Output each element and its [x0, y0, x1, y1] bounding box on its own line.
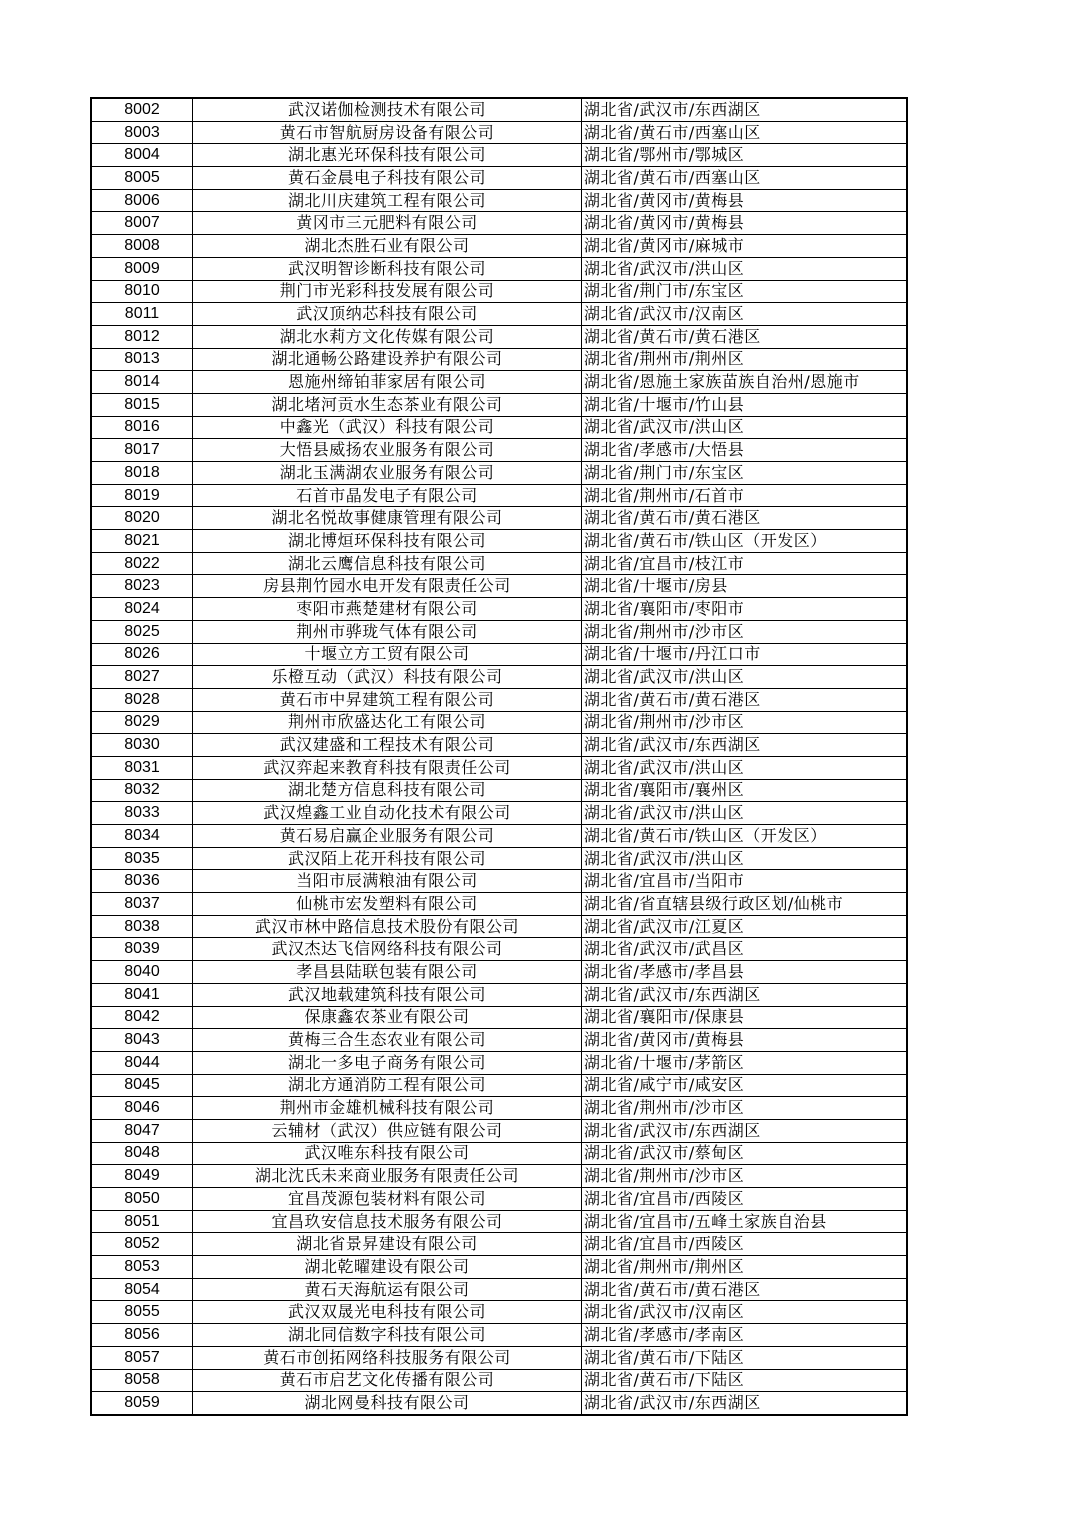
- company-name-cell: 黄石市智航厨房设备有限公司: [193, 121, 582, 144]
- row-number-cell: 8059: [91, 1392, 193, 1415]
- region-cell: 湖北省/武汉市/东西湖区: [582, 1119, 908, 1142]
- company-name-cell: 湖北博烜环保科技有限公司: [193, 530, 582, 553]
- region-cell: 湖北省/孝感市/孝昌县: [582, 961, 908, 984]
- company-name-cell: 湖北网曼科技有限公司: [193, 1392, 582, 1415]
- table-row: [91, 1369, 907, 1392]
- table-row: [91, 1142, 907, 1165]
- region-cell: 湖北省/宜昌市/西陵区: [582, 1188, 908, 1211]
- table-row: [91, 348, 907, 371]
- company-name-cell: 湖北沈氏未来商业服务有限责任公司: [193, 1165, 582, 1188]
- table-row: [91, 257, 907, 280]
- company-name-cell: 湖北同信数字科技有限公司: [193, 1324, 582, 1347]
- row-number-cell: 8022: [91, 552, 193, 575]
- company-name-cell: 黄石市启艺文化传播有限公司: [193, 1369, 582, 1392]
- row-number-cell: 8033: [91, 802, 193, 825]
- row-number-cell: 8050: [91, 1188, 193, 1211]
- company-name-cell: 湖北乾曜建设有限公司: [193, 1256, 582, 1279]
- company-name-cell: 武汉弈起来教育科技有限责任公司: [193, 756, 582, 779]
- region-cell: 湖北省/黄石市/黄石港区: [582, 325, 908, 348]
- region-cell: 湖北省/武汉市/洪山区: [582, 756, 908, 779]
- table-row: [91, 1256, 907, 1279]
- region-cell: 湖北省/黄石市/铁山区（开发区）: [582, 825, 908, 848]
- region-cell: 湖北省/武汉市/武昌区: [582, 938, 908, 961]
- company-name-cell: 湖北川庆建筑工程有限公司: [193, 189, 582, 212]
- row-number-cell: 8007: [91, 212, 193, 235]
- row-number-cell: 8005: [91, 167, 193, 190]
- company-table: [90, 97, 908, 1416]
- region-cell: 湖北省/十堰市/竹山县: [582, 393, 908, 416]
- table-row: [91, 144, 907, 167]
- company-name-cell: 荆州市欣盛达化工有限公司: [193, 711, 582, 734]
- row-number-cell: 8056: [91, 1324, 193, 1347]
- region-cell: 湖北省/荆州市/沙市区: [582, 711, 908, 734]
- row-number-cell: 8046: [91, 1097, 193, 1120]
- company-name-cell: 武汉煌鑫工业自动化技术有限公司: [193, 802, 582, 825]
- row-number-cell: 8055: [91, 1301, 193, 1324]
- row-number-cell: 8026: [91, 643, 193, 666]
- table-row: [91, 1324, 907, 1347]
- company-name-cell: 湖北一多电子商务有限公司: [193, 1051, 582, 1074]
- region-cell: 湖北省/黄石市/西塞山区: [582, 167, 908, 190]
- row-number-cell: 8057: [91, 1346, 193, 1369]
- region-cell: 湖北省/襄阳市/枣阳市: [582, 598, 908, 621]
- region-cell: 湖北省/恩施土家族苗族自治州/恩施市: [582, 371, 908, 394]
- company-name-cell: 房县荆竹园水电开发有限责任公司: [193, 575, 582, 598]
- company-name-cell: 黄石天海航运有限公司: [193, 1278, 582, 1301]
- company-name-cell: 宜昌玖安信息技术服务有限公司: [193, 1210, 582, 1233]
- table-row: [91, 983, 907, 1006]
- company-name-cell: 湖北楚方信息科技有限公司: [193, 779, 582, 802]
- company-name-cell: 湖北省景昇建设有限公司: [193, 1233, 582, 1256]
- region-cell: 湖北省/黄冈市/黄梅县: [582, 212, 908, 235]
- region-cell: 湖北省/武汉市/东西湖区: [582, 1392, 908, 1415]
- region-cell: 湖北省/荆门市/东宝区: [582, 280, 908, 303]
- region-cell: 湖北省/黄石市/下陆区: [582, 1369, 908, 1392]
- table-row: [91, 1346, 907, 1369]
- region-cell: 湖北省/武汉市/东西湖区: [582, 734, 908, 757]
- table-row: [91, 303, 907, 326]
- table-row: [91, 961, 907, 984]
- row-number-cell: 8048: [91, 1142, 193, 1165]
- table-row: [91, 280, 907, 303]
- region-cell: 湖北省/武汉市/汉南区: [582, 1301, 908, 1324]
- region-cell: 湖北省/武汉市/东西湖区: [582, 983, 908, 1006]
- row-number-cell: 8012: [91, 325, 193, 348]
- company-name-cell: 湖北方通消防工程有限公司: [193, 1074, 582, 1097]
- region-cell: 湖北省/孝感市/大悟县: [582, 439, 908, 462]
- row-number-cell: 8042: [91, 1006, 193, 1029]
- company-name-cell: 湖北杰胜石业有限公司: [193, 235, 582, 258]
- region-cell: 湖北省/荆州市/荆州区: [582, 1256, 908, 1279]
- table-row: [91, 802, 907, 825]
- company-name-cell: 中鑫光（武汉）科技有限公司: [193, 416, 582, 439]
- region-cell: 湖北省/荆州市/荆州区: [582, 348, 908, 371]
- row-number-cell: 8052: [91, 1233, 193, 1256]
- row-number-cell: 8002: [91, 98, 193, 121]
- table-row: [91, 1029, 907, 1052]
- company-name-cell: 武汉明智诊断科技有限公司: [193, 257, 582, 280]
- company-name-cell: 湖北名悦故事健康管理有限公司: [193, 507, 582, 530]
- row-number-cell: 8039: [91, 938, 193, 961]
- row-number-cell: 8031: [91, 756, 193, 779]
- table-row: [91, 439, 907, 462]
- company-name-cell: 石首市晶发电子有限公司: [193, 484, 582, 507]
- table-row: [91, 825, 907, 848]
- region-cell: 湖北省/宜昌市/当阳市: [582, 870, 908, 893]
- table-row: [91, 598, 907, 621]
- company-name-cell: 黄梅三合生态农业有限公司: [193, 1029, 582, 1052]
- table-row: [91, 530, 907, 553]
- company-name-cell: 武汉地载建筑科技有限公司: [193, 983, 582, 1006]
- row-number-cell: 8009: [91, 257, 193, 280]
- region-cell: 湖北省/襄阳市/襄州区: [582, 779, 908, 802]
- region-cell: 湖北省/荆州市/沙市区: [582, 1097, 908, 1120]
- company-name-cell: 武汉市林中路信息技术股份有限公司: [193, 915, 582, 938]
- company-name-cell: 孝昌县陆联包装有限公司: [193, 961, 582, 984]
- region-cell: 湖北省/黄冈市/黄梅县: [582, 1029, 908, 1052]
- table-row: [91, 552, 907, 575]
- row-number-cell: 8036: [91, 870, 193, 893]
- table-row: [91, 1119, 907, 1142]
- row-number-cell: 8027: [91, 666, 193, 689]
- row-number-cell: 8024: [91, 598, 193, 621]
- company-name-cell: 武汉双晟光电科技有限公司: [193, 1301, 582, 1324]
- region-cell: 湖北省/襄阳市/保康县: [582, 1006, 908, 1029]
- table-row: [91, 1278, 907, 1301]
- region-cell: 湖北省/荆州市/沙市区: [582, 1165, 908, 1188]
- company-name-cell: 云辅材（武汉）供应链有限公司: [193, 1119, 582, 1142]
- row-number-cell: 8041: [91, 983, 193, 1006]
- company-name-cell: 黄冈市三元肥料有限公司: [193, 212, 582, 235]
- row-number-cell: 8020: [91, 507, 193, 530]
- row-number-cell: 8043: [91, 1029, 193, 1052]
- row-number-cell: 8047: [91, 1119, 193, 1142]
- region-cell: 湖北省/黄石市/下陆区: [582, 1346, 908, 1369]
- company-name-cell: 武汉诺伽检测技术有限公司: [193, 98, 582, 121]
- row-number-cell: 8015: [91, 393, 193, 416]
- company-name-cell: 武汉顶纳芯科技有限公司: [193, 303, 582, 326]
- row-number-cell: 8034: [91, 825, 193, 848]
- table-row: [91, 893, 907, 916]
- region-cell: 湖北省/十堰市/茅箭区: [582, 1051, 908, 1074]
- company-name-cell: 荆州市金雄机械科技有限公司: [193, 1097, 582, 1120]
- table-row: [91, 1210, 907, 1233]
- company-name-cell: 仙桃市宏发塑料有限公司: [193, 893, 582, 916]
- table-row: [91, 1301, 907, 1324]
- region-cell: 湖北省/宜昌市/西陵区: [582, 1233, 908, 1256]
- region-cell: 湖北省/十堰市/丹江口市: [582, 643, 908, 666]
- row-number-cell: 8045: [91, 1074, 193, 1097]
- company-name-cell: 武汉建盛和工程技术有限公司: [193, 734, 582, 757]
- region-cell: 湖北省/荆州市/沙市区: [582, 620, 908, 643]
- region-cell: 湖北省/十堰市/房县: [582, 575, 908, 598]
- row-number-cell: 8010: [91, 280, 193, 303]
- region-cell: 湖北省/黄石市/铁山区（开发区）: [582, 530, 908, 553]
- region-cell: 湖北省/黄石市/黄石港区: [582, 688, 908, 711]
- table-row: [91, 1233, 907, 1256]
- company-name-cell: 当阳市辰满粮油有限公司: [193, 870, 582, 893]
- row-number-cell: 8006: [91, 189, 193, 212]
- region-cell: 湖北省/宜昌市/五峰土家族自治县: [582, 1210, 908, 1233]
- region-cell: 湖北省/武汉市/洪山区: [582, 257, 908, 280]
- company-name-cell: 武汉陌上花开科技有限公司: [193, 847, 582, 870]
- row-number-cell: 8032: [91, 779, 193, 802]
- region-cell: 湖北省/黄石市/西塞山区: [582, 121, 908, 144]
- company-name-cell: 大悟县威扬农业服务有限公司: [193, 439, 582, 462]
- region-cell: 湖北省/武汉市/江夏区: [582, 915, 908, 938]
- table-row: [91, 235, 907, 258]
- region-cell: 湖北省/咸宁市/咸安区: [582, 1074, 908, 1097]
- row-number-cell: 8030: [91, 734, 193, 757]
- table-row: [91, 212, 907, 235]
- company-name-cell: 黄石金晨电子科技有限公司: [193, 167, 582, 190]
- table-row: [91, 643, 907, 666]
- table-row: [91, 416, 907, 439]
- company-name-cell: 武汉杰达飞信网络科技有限公司: [193, 938, 582, 961]
- table-row: [91, 1165, 907, 1188]
- region-cell: 湖北省/武汉市/汉南区: [582, 303, 908, 326]
- row-number-cell: 8054: [91, 1278, 193, 1301]
- row-number-cell: 8003: [91, 121, 193, 144]
- table-row: [91, 121, 907, 144]
- row-number-cell: 8051: [91, 1210, 193, 1233]
- region-cell: 湖北省/省直辖县级行政区划/仙桃市: [582, 893, 908, 916]
- company-name-cell: 湖北云鹰信息科技有限公司: [193, 552, 582, 575]
- table-row: [91, 938, 907, 961]
- region-cell: 湖北省/荆州市/石首市: [582, 484, 908, 507]
- row-number-cell: 8021: [91, 530, 193, 553]
- row-number-cell: 8049: [91, 1165, 193, 1188]
- row-number-cell: 8029: [91, 711, 193, 734]
- region-cell: 湖北省/孝感市/孝南区: [582, 1324, 908, 1347]
- region-cell: 湖北省/黄冈市/麻城市: [582, 235, 908, 258]
- company-name-cell: 恩施州缔铂菲家居有限公司: [193, 371, 582, 394]
- company-name-cell: 枣阳市燕楚建材有限公司: [193, 598, 582, 621]
- table-row: [91, 1074, 907, 1097]
- row-number-cell: 8014: [91, 371, 193, 394]
- table-row: [91, 756, 907, 779]
- region-cell: 湖北省/武汉市/蔡甸区: [582, 1142, 908, 1165]
- table-row: [91, 734, 907, 757]
- table-row: [91, 1006, 907, 1029]
- region-cell: 湖北省/宜昌市/枝江市: [582, 552, 908, 575]
- company-name-cell: 乐橙互动（武汉）科技有限公司: [193, 666, 582, 689]
- company-name-cell: 黄石市中昇建筑工程有限公司: [193, 688, 582, 711]
- row-number-cell: 8011: [91, 303, 193, 326]
- company-name-cell: 湖北通畅公路建设养护有限公司: [193, 348, 582, 371]
- row-number-cell: 8017: [91, 439, 193, 462]
- row-number-cell: 8016: [91, 416, 193, 439]
- row-number-cell: 8037: [91, 893, 193, 916]
- table-row: [91, 575, 907, 598]
- company-name-cell: 宜昌茂源包装材料有限公司: [193, 1188, 582, 1211]
- table-row: [91, 484, 907, 507]
- region-cell: 湖北省/武汉市/洪山区: [582, 666, 908, 689]
- company-name-cell: 荆州市骅珑气体有限公司: [193, 620, 582, 643]
- company-name-cell: 湖北惠光环保科技有限公司: [193, 144, 582, 167]
- table-row: [91, 167, 907, 190]
- table-row: [91, 711, 907, 734]
- row-number-cell: 8035: [91, 847, 193, 870]
- company-name-cell: 黄石易启赢企业服务有限公司: [193, 825, 582, 848]
- company-name-cell: 保康鑫农茶业有限公司: [193, 1006, 582, 1029]
- table-row: [91, 1051, 907, 1074]
- row-number-cell: 8025: [91, 620, 193, 643]
- row-number-cell: 8038: [91, 915, 193, 938]
- row-number-cell: 8018: [91, 462, 193, 485]
- company-name-cell: 湖北水莉方文化传媒有限公司: [193, 325, 582, 348]
- table-row: [91, 666, 907, 689]
- row-number-cell: 8008: [91, 235, 193, 258]
- table-row: [91, 779, 907, 802]
- table-row: [91, 1188, 907, 1211]
- table-row: [91, 507, 907, 530]
- region-cell: 湖北省/黄石市/黄石港区: [582, 507, 908, 530]
- table-row: [91, 620, 907, 643]
- row-number-cell: 8044: [91, 1051, 193, 1074]
- region-cell: 湖北省/武汉市/洪山区: [582, 802, 908, 825]
- table-row: [91, 870, 907, 893]
- table-row: [91, 371, 907, 394]
- company-name-cell: 荆门市光彩科技发展有限公司: [193, 280, 582, 303]
- table-row: [91, 847, 907, 870]
- company-name-cell: 湖北堵河贡水生态茶业有限公司: [193, 393, 582, 416]
- table-row: [91, 1097, 907, 1120]
- company-name-cell: 武汉唯东科技有限公司: [193, 1142, 582, 1165]
- company-name-cell: 十堰立方工贸有限公司: [193, 643, 582, 666]
- row-number-cell: 8053: [91, 1256, 193, 1279]
- table-row: [91, 189, 907, 212]
- region-cell: 湖北省/黄石市/黄石港区: [582, 1278, 908, 1301]
- region-cell: 湖北省/荆门市/东宝区: [582, 462, 908, 485]
- company-table-body: [91, 98, 907, 1415]
- row-number-cell: 8028: [91, 688, 193, 711]
- region-cell: 湖北省/黄冈市/黄梅县: [582, 189, 908, 212]
- region-cell: 湖北省/鄂州市/鄂城区: [582, 144, 908, 167]
- row-number-cell: 8023: [91, 575, 193, 598]
- table-row: [91, 1392, 907, 1415]
- table-row: [91, 325, 907, 348]
- region-cell: 湖北省/武汉市/洪山区: [582, 847, 908, 870]
- table-row: [91, 98, 907, 121]
- row-number-cell: 8004: [91, 144, 193, 167]
- table-row: [91, 462, 907, 485]
- table-row: [91, 915, 907, 938]
- region-cell: 湖北省/武汉市/东西湖区: [582, 98, 908, 121]
- row-number-cell: 8040: [91, 961, 193, 984]
- table-row: [91, 688, 907, 711]
- region-cell: 湖北省/武汉市/洪山区: [582, 416, 908, 439]
- company-name-cell: 黄石市创拓网络科技服务有限公司: [193, 1346, 582, 1369]
- table-row: [91, 393, 907, 416]
- company-name-cell: 湖北玉满湖农业服务有限公司: [193, 462, 582, 485]
- row-number-cell: 8019: [91, 484, 193, 507]
- row-number-cell: 8058: [91, 1369, 193, 1392]
- row-number-cell: 8013: [91, 348, 193, 371]
